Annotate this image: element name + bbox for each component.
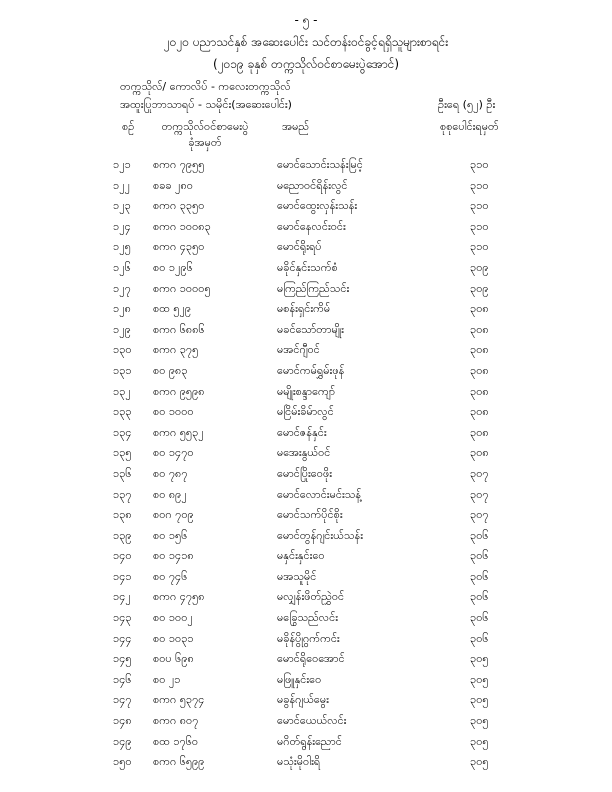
- row-name: မောင်နေလင်းဝင်း: [277, 219, 346, 233]
- row-registration: စထ ၅၂၉: [153, 302, 192, 316]
- row-registration: စဝပ ၆၉၈: [153, 652, 194, 666]
- row-name: မအင်ဂျီဝင်: [277, 343, 320, 357]
- table-row: [0, 323, 612, 344]
- row-score: ၃၁၀: [470, 158, 489, 171]
- row-score: ၃၁၀: [470, 199, 489, 213]
- row-name: မမျိုးစန္ဒာကျော်: [277, 384, 336, 398]
- row-name: မောင်ရိုဝေအောင်: [277, 652, 345, 666]
- row-name: မစန်းရှင်းကိမ်: [277, 302, 331, 316]
- row-number: ၁၂၃: [113, 199, 131, 213]
- row-score: ၃၀၈: [470, 425, 489, 439]
- table-row: [0, 652, 612, 673]
- row-registration: စဝဂ ၇၀၉: [153, 508, 194, 522]
- row-name: မခိုင်နှင်းသက်စံ: [277, 260, 338, 274]
- row-number: ၁၂၂: [113, 178, 130, 192]
- row-name: မဖြူနှင်းဝေ: [277, 672, 322, 686]
- row-number: ၁၃၄: [113, 425, 132, 439]
- results-table: [0, 158, 612, 776]
- row-registration: စကဂ ၅၃၇၄: [153, 693, 205, 707]
- row-registration: စကဂ ၁၀၀၈၃: [153, 219, 211, 233]
- table-row: [0, 570, 612, 591]
- row-number: ၁၂၈: [113, 302, 131, 316]
- table-row: [0, 693, 612, 714]
- row-number: ၁၃၆: [113, 466, 132, 480]
- row-registration: စဝ ၁၀၀၀: [153, 405, 194, 419]
- row-name: မအေးနွယ်ဝင်: [277, 446, 331, 460]
- row-number: ၁၄၆: [113, 672, 132, 686]
- table-row: [0, 282, 612, 303]
- row-registration: စဝ ၁၄၁၈: [153, 549, 194, 563]
- row-number: ၁၄၂: [113, 590, 131, 604]
- table-row: [0, 385, 612, 406]
- header-registration: [150, 120, 260, 152]
- table-row: [0, 735, 612, 756]
- row-name: မအသူမိုင်: [277, 569, 317, 583]
- table-row: [0, 158, 612, 179]
- table-row: [0, 467, 612, 488]
- row-registration: စဝ ၁၅၆: [153, 528, 188, 542]
- row-score: ၃၁၀: [470, 219, 489, 233]
- row-number: ၁၂၅: [113, 240, 131, 254]
- row-score: ၃၁၀: [470, 240, 489, 254]
- row-number: ၁၄၉: [113, 734, 132, 748]
- row-number: ၁၃၅: [113, 446, 132, 460]
- table-row: [0, 220, 612, 241]
- row-score: ၃၀၆: [470, 528, 489, 542]
- row-registration: စဝ ၁၀၀၂: [153, 611, 193, 625]
- table-row: [0, 529, 612, 550]
- row-registration: စဝ ၉၈၃: [153, 363, 188, 377]
- row-score: ၃၀၈: [470, 446, 489, 460]
- table-row: [0, 302, 612, 323]
- row-number: ၁၄၃: [113, 611, 132, 625]
- row-registration: စကဂ ၅၅၃၂: [153, 425, 204, 439]
- row-name: မခြွေသည်လင်း: [277, 611, 338, 625]
- row-score: ၃၀၅: [470, 714, 489, 728]
- row-score: ၃၀၈: [470, 322, 489, 336]
- row-registration: စကဂ ၈၀၇: [153, 714, 199, 728]
- document-title: ၂၀၂၀ ပညာသင်နှစ် အဆေးပေါင်း သင်တန်းဝင်ခွင့်ရရှိသူများစာရင်း: [163, 35, 449, 49]
- row-number: ၁၃၈: [113, 508, 132, 522]
- row-name: မလျှန်းဖိတ်ညွှဲဝင်: [277, 590, 345, 604]
- row-name: မောင်ယေယ်လင်း: [277, 714, 347, 728]
- row-score: ၃၀၅: [470, 652, 489, 666]
- row-name: မောင်လောင်းမင်းသန့်: [277, 487, 362, 501]
- row-score: ၃၀၆: [470, 590, 489, 604]
- table-row: [0, 240, 612, 261]
- row-name: မငြိမ်းခိမ်ာလွင်: [277, 405, 334, 419]
- row-score: ၃၀၉: [470, 281, 489, 295]
- table-row: [0, 261, 612, 282]
- row-score: ၃၀၅: [470, 734, 489, 748]
- row-number: ၁၂၆: [113, 260, 131, 274]
- row-number: ၁၂၉: [113, 322, 131, 336]
- row-registration: စဝ ၂၁: [153, 672, 181, 686]
- document-subtitle: (၂၀၁၉ ခုနှစ် တက္ကသိုလ်ဝင်စာမေးပွဲအောင်): [212, 57, 400, 71]
- row-number: ၁၃၉: [113, 528, 132, 542]
- table-row: [0, 611, 612, 632]
- row-score: ၃၀၇: [470, 508, 489, 522]
- row-name: မောင်ရိုးရပ်: [277, 240, 322, 254]
- row-score: ၃၀၈: [470, 363, 489, 377]
- row-name: မောင်ထွေးလှန်းသန်း: [277, 199, 358, 213]
- row-score: ၃၀၈: [470, 384, 489, 398]
- row-registration: စကဂ ၆၅၉၉: [153, 755, 205, 769]
- table-row: [0, 714, 612, 735]
- row-name: မောင်သက်ပိုင်စိုး: [277, 508, 343, 522]
- row-registration: စဝ ၁၄၇၀: [153, 446, 194, 460]
- row-score: ၃၀၈: [470, 343, 489, 357]
- row-number: ၁၄၁: [113, 569, 132, 583]
- table-row: [0, 199, 612, 220]
- row-number: ၁၃၀: [113, 343, 132, 357]
- row-score: ၃၀၇: [470, 487, 489, 501]
- header-score: စုစုပေါင်းရမှတ်: [440, 120, 499, 133]
- row-name: မောင်သောင်းသန်းမြင့်: [277, 158, 363, 171]
- row-name: မခွန်ဂျယ်မွေး: [277, 693, 329, 707]
- table-row: [0, 673, 612, 694]
- header-registration-line2: ခုံအမှတ်: [188, 136, 222, 149]
- row-number: ၁၂၄: [113, 219, 131, 233]
- row-name: မောင်ပြိုးဝေဖိုး: [277, 466, 333, 480]
- row-number: ၁၄၈: [113, 714, 132, 728]
- table-row: [0, 426, 612, 447]
- table-row: [0, 488, 612, 509]
- table-row: [0, 405, 612, 426]
- row-name: မနှင်းနှင်းဝေ: [277, 549, 325, 563]
- table-row: [0, 755, 612, 776]
- row-registration: စကဂ ၆၈၈၆: [153, 322, 205, 336]
- table-row: [0, 343, 612, 364]
- row-number: ၁၄၀: [113, 549, 132, 563]
- row-registration: စကဂ ၇၉၅၅: [153, 158, 205, 171]
- header-registration-line1: တက္ကသိုလ်ဝင်စာမေးပွဲ: [161, 120, 249, 133]
- row-name: မောင်တွန်ဂျင်းယ်သန်း: [277, 528, 364, 542]
- row-name: မောင်ဇန်နှင်း: [277, 425, 327, 439]
- table-row: [0, 590, 612, 611]
- row-number: ၁၃၇: [113, 487, 132, 501]
- row-score: ၃၀၆: [470, 549, 489, 563]
- table-row: [0, 632, 612, 653]
- header-name: အမည်: [282, 120, 310, 133]
- row-registration: စကဂ ၄၃၅၀: [153, 240, 205, 254]
- row-name: မခိုန်ပွိုဂွက်ကင်း: [277, 631, 340, 645]
- row-registration: စခခ ၂၈၀: [153, 178, 193, 192]
- row-number: ၁၅၀: [113, 755, 132, 769]
- row-number: ၁၄၄: [113, 631, 132, 645]
- row-number: ၁၂၇: [113, 281, 131, 295]
- table-row: [0, 364, 612, 385]
- row-registration: စကဂ ၉၅၉၈: [153, 384, 205, 398]
- major-line: အထူးပြုဘာသာရပ် - သမိုင်း(အဆေးပေါင်း): [120, 98, 292, 111]
- row-name: မကြည်ကြည်သင်း: [277, 281, 350, 295]
- row-registration: စဝ ၁၀၃၁: [153, 631, 194, 645]
- row-number: ၁၄၇: [113, 693, 132, 707]
- row-registration: စကဂ ၁၀၀၀၅: [153, 281, 211, 295]
- row-score: ၃၀၈: [470, 405, 489, 419]
- header-no: စဉ်: [122, 120, 135, 133]
- row-score: ၃၁၀: [470, 178, 489, 192]
- table-row: [0, 446, 612, 467]
- row-name: မခင်သော်တာမျိုး: [277, 322, 344, 336]
- row-score: ၃၀၆: [470, 611, 489, 625]
- row-registration: စကဂ ၄၇၅၈: [153, 590, 205, 604]
- row-score: ၃၀၆: [470, 631, 489, 645]
- table-row: [0, 179, 612, 200]
- row-number: ၁၃၃: [113, 405, 132, 419]
- table-row: [0, 549, 612, 570]
- row-score: ၃၀၇: [470, 466, 489, 480]
- row-score: ၃၀၅: [470, 672, 489, 686]
- row-registration: စကဂ ၃၇၅: [153, 343, 199, 357]
- row-score: ၃၀၉: [470, 260, 489, 274]
- row-registration: စထ ၁၇၆၀: [153, 734, 199, 748]
- row-registration: စကဂ ၃၃၅၀: [153, 199, 205, 213]
- page-number: - ၅ -: [294, 13, 318, 27]
- row-score: ၃၀၅: [470, 693, 489, 707]
- row-number: ၁၃၁: [113, 363, 132, 377]
- table-row: [0, 508, 612, 529]
- row-registration: စဝ ၁၂၉၆: [153, 260, 193, 274]
- row-score: ၃၀၅: [470, 755, 489, 769]
- row-registration: စဝ ၇၄၆: [153, 569, 188, 583]
- row-score: ၃၀၈: [470, 302, 489, 316]
- row-number: ၁၄၅: [113, 652, 132, 666]
- row-name: မောင်ကမ်ရွှမ်းဖုန်: [277, 363, 345, 377]
- row-registration: စဝ ၇၈၇: [153, 466, 188, 480]
- university-line: တက္ကသိုလ်/ ကောလိပ် - ကလေးတက္ကသိုလ်: [120, 80, 291, 93]
- row-name: မသုံးမိုဝါးရိ: [277, 755, 321, 769]
- row-registration: စဝ ၈၉၂: [153, 487, 187, 501]
- row-name: မညောဝင်ရိန်းလွင်: [277, 178, 348, 192]
- row-score: ၃၀၆: [470, 569, 489, 583]
- row-number: ၁၂၁: [113, 158, 131, 171]
- headcount-label: ဦးရေ (၅၂) ဦး: [438, 98, 496, 111]
- row-name: မဂိတ်ရွန်းညောင်: [277, 734, 342, 748]
- row-number: ၁၃၂: [113, 384, 131, 398]
